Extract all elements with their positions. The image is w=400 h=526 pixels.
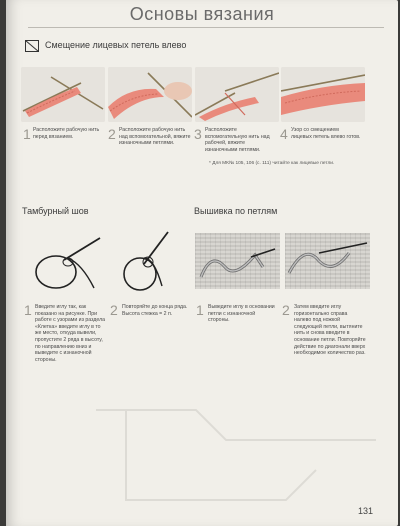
step-photo-2 bbox=[108, 67, 192, 122]
step-text: Узор со смещением лицевых петель влево готов. bbox=[291, 127, 361, 140]
step-number: 1 bbox=[23, 126, 31, 142]
tambour-diagram-1 bbox=[24, 230, 104, 296]
step-photo-4 bbox=[281, 67, 365, 122]
step-text: Выведите иглу в основании петли с изнаночной стороны. bbox=[208, 304, 275, 324]
step-text: Расположите вспомогательную нить над рабочей, вяжите изнаночными петлями. bbox=[205, 127, 270, 153]
step-number: 3 bbox=[194, 126, 202, 142]
title-divider bbox=[28, 27, 384, 28]
step-number: 1 bbox=[24, 302, 32, 318]
bleed-through-diagram bbox=[86, 380, 386, 520]
section-icon bbox=[25, 40, 39, 52]
page-number: 131 bbox=[358, 506, 374, 516]
knit-swatch-1 bbox=[195, 233, 280, 289]
step-photo-3 bbox=[195, 67, 279, 122]
page-title: Основы вязания bbox=[129, 4, 275, 24]
step-text: Затем введите иглу горизонтально справа налево под ножкой следующей петли, вытяните нить и снова введите в основание петли. Повторяйте действие по диагонали вверх необходимое количество раз. bbox=[294, 304, 366, 357]
book-page bbox=[6, 0, 398, 526]
step-number: 4 bbox=[280, 126, 288, 142]
step-text: Расположите рабочую нить перед вязанием. bbox=[33, 127, 100, 140]
step-number: 2 bbox=[108, 126, 116, 142]
step-text: Повторяйте до конца ряда. Высота стежка = 2 п. bbox=[122, 304, 188, 317]
section-title-embroidery: Вышивка по петлям bbox=[194, 206, 278, 216]
step-number: 2 bbox=[110, 302, 118, 318]
step-number: 2 bbox=[282, 302, 290, 318]
knit-swatch-2 bbox=[285, 233, 370, 289]
step-photo-1 bbox=[21, 67, 105, 122]
step-text: Введите иглу так, как показано на рисунке. При работе с узорами из раздела «Клетка» введите иглу в то же место, откуда вывели, пропустите 2 ряда в высоту, по направлению вниз и выведите с изнаночной стороны. bbox=[35, 304, 106, 363]
footnote: * Для МК№ 105, 106 (с. 111) читайте как лицевые петли. bbox=[209, 161, 335, 166]
section-title-tambour: Тамбурный шов bbox=[22, 206, 89, 216]
section-title-shift-left: Смещение лицевых петель влево bbox=[45, 40, 187, 50]
step-text: Расположите рабочую нить над вспомогательной, вяжите изнаночными петлями. bbox=[119, 127, 191, 147]
tambour-diagram-2 bbox=[114, 228, 178, 296]
step-number: 1 bbox=[196, 302, 204, 318]
